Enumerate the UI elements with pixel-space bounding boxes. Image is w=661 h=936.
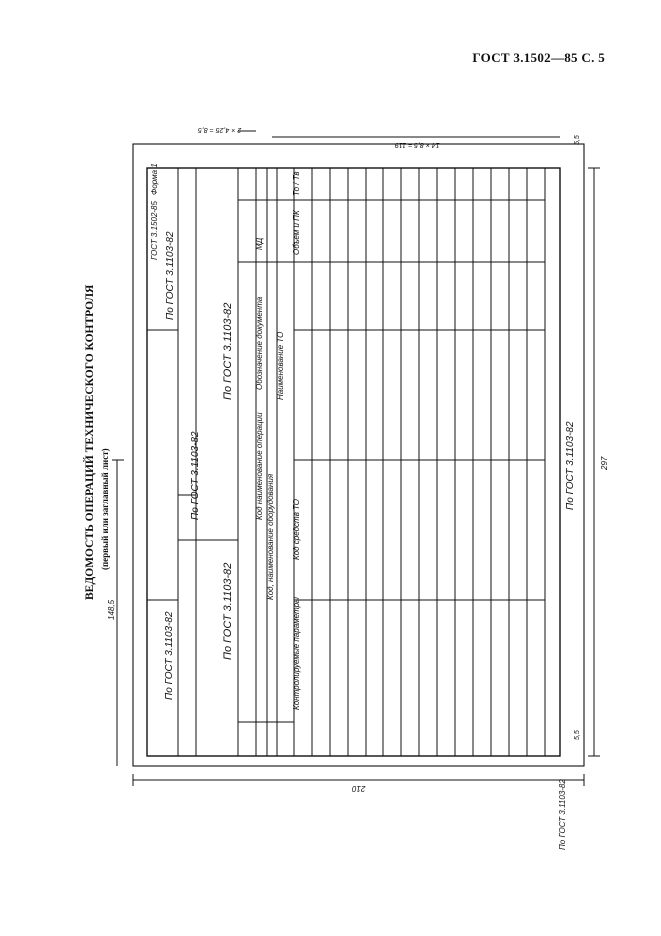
field-md: МД [255,237,264,250]
gost-ref-3: По ГОСТ 3.1103-82 [190,431,201,520]
form-code: ГОСТ 3.1502-85 [150,201,159,260]
gost-ref-2: По ГОСТ 3.1103-82 [222,562,234,660]
document-subtitle: (первый или заглавный лист) [100,448,110,570]
field-equip: Код, наименование оборудования [266,473,275,600]
field-oper-name: Код наименование операции [255,412,264,520]
dim-210: 210 [352,784,366,793]
gost-ref-5: По ГОСТ 3.1103-82 [165,231,176,320]
dim-cols-14: 14 × 8,5 = 119 [395,141,440,148]
dim-297: 297 [600,456,609,470]
field-to-name: Наименование ТО [276,331,285,400]
field-tools: Код средств ТО [292,498,301,560]
gost-ref-6: По ГОСТ 3.1103-82 [565,421,576,510]
ref-ptr: По ГОСТ 3.1103-82 [558,779,567,850]
field-doc: Обозначение документа [255,296,264,390]
dim-cols-2: 2 × 4,25 = 8,5 [198,126,242,133]
gost-ref-1: По ГОСТ 3.1103-82 [164,611,175,700]
field-params: Контролируемые параметры [292,597,301,710]
gost-ref-4: По ГОСТ 3.1103-82 [222,302,234,400]
field-volume: Объем и ПК [292,210,301,255]
field-tota: То / Тв [292,171,301,196]
form-label: Форма 1 [150,163,159,195]
dim-margin-top: 5,5 [574,135,581,145]
page-header: ГОСТ 3.1502—85 С. 5 [472,50,605,65]
document-title: ВЕДОМОСТЬ ОПЕРАЦИЙ ТЕХНИЧЕСКОГО КОНТРОЛЯ [84,284,96,600]
dim-margin-bottom: 5,5 [574,730,581,740]
dim-148: 148,5 [107,599,116,620]
